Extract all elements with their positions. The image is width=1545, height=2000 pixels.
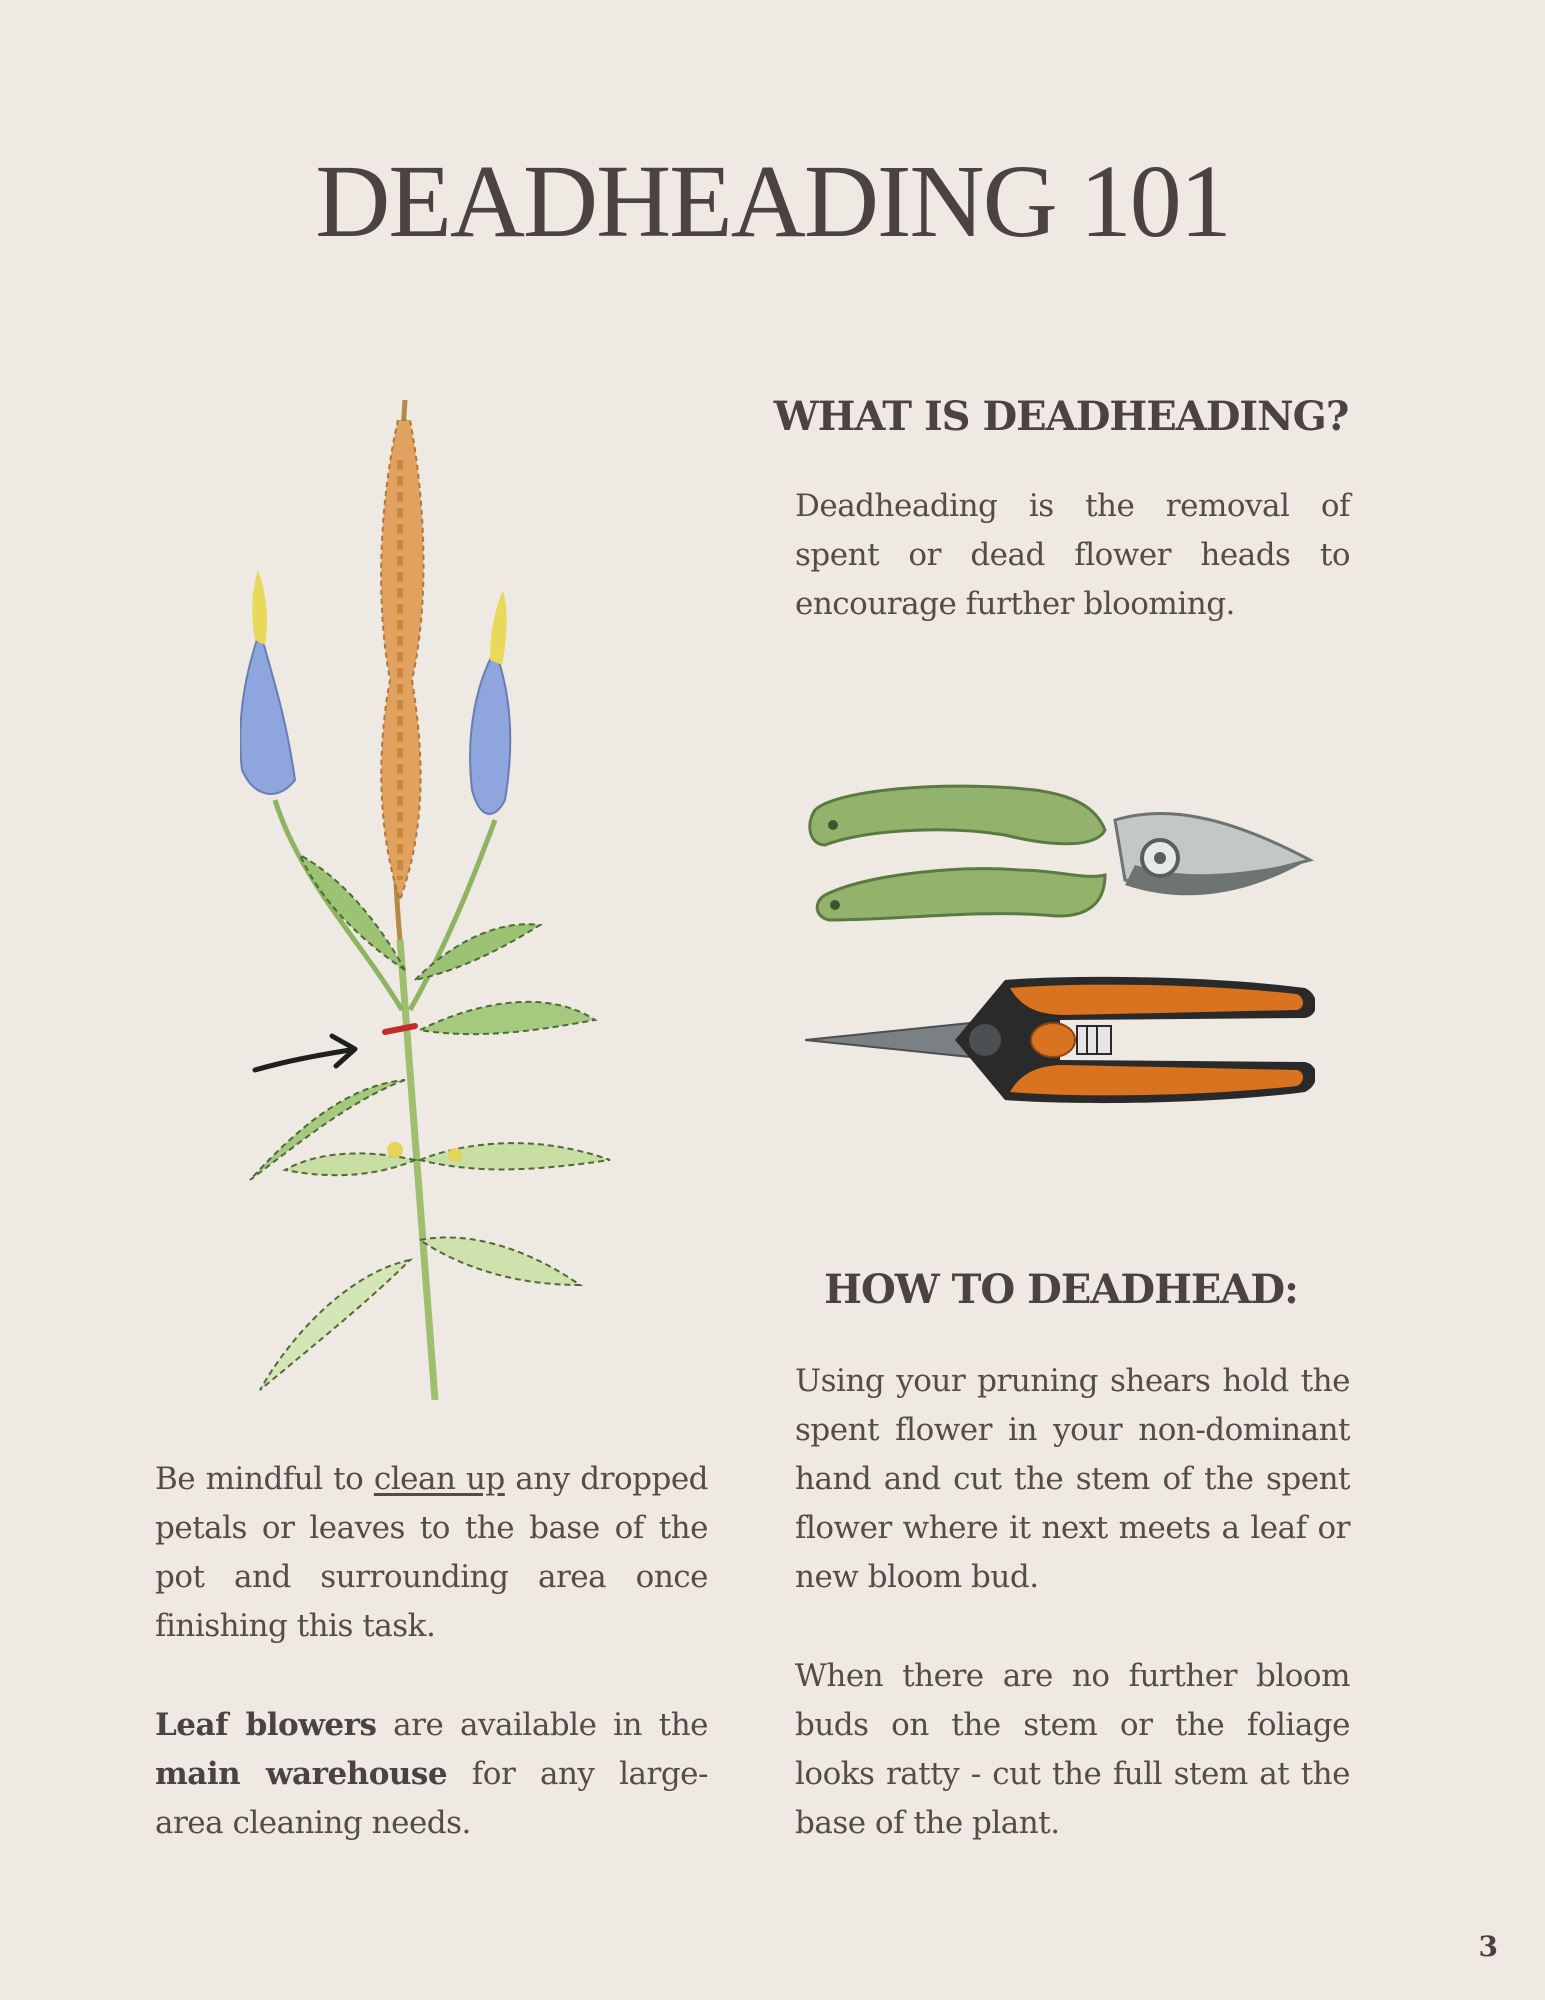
how-paragraph-2: When there are no further bloom buds on the stem or the foliage looks ratty - cut the full stem at the base of the plant.: [795, 1658, 1350, 1841]
pruning-shears-icon: [805, 770, 1315, 930]
page-title: DEADHEADING 101: [315, 144, 1230, 259]
main-warehouse-bold: main warehouse: [155, 1756, 448, 1792]
cleanup-prefix: Be mindful to: [155, 1461, 374, 1497]
what-heading: WHAT IS DEADHEADING?: [773, 393, 1349, 440]
snips-icon: [805, 960, 1315, 1120]
leaf-blower-paragraph: [155, 1701, 708, 1848]
cleanup-suffix: any dropped petals or leaves to the base of the pot and surrounding area once finishing this task.: [155, 1461, 709, 1644]
leaf-blowers-bold: Leaf blowers: [155, 1707, 377, 1743]
leaf-mid: are available in the: [376, 1707, 709, 1743]
clean-up-emphasis: clean up: [373, 1461, 505, 1497]
how-paragraph-1: Using your pruning shears hold the spent flower in your non-dominant hand and cut the stem of the spent flower where it next meets a leaf or new bloom bud.: [795, 1363, 1350, 1595]
how-heading: HOW TO DEADHEAD:: [824, 1266, 1298, 1313]
what-paragraph: Deadheading is the removal of spent or dead flower heads to encourage further blooming.: [795, 488, 1350, 622]
page-number: 3: [1478, 1930, 1498, 1963]
plant-illustration: [240, 380, 640, 1410]
cleanup-paragraph: [155, 1455, 708, 1651]
leaf-suffix: for any large-area cleaning needs.: [155, 1756, 708, 1841]
